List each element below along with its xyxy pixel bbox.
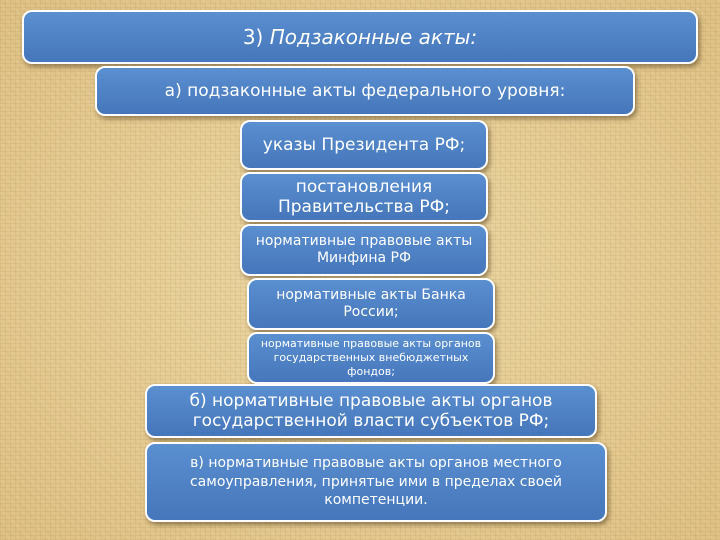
local-acts-box bbox=[145, 442, 607, 522]
extrabudgetary-funds-acts-box bbox=[247, 332, 495, 384]
presidential-decrees-label: указы Президента РФ; bbox=[262, 134, 466, 155]
title-box bbox=[22, 10, 698, 64]
central-bank-acts-label: нормативные акты Банка России; bbox=[276, 287, 466, 320]
extrabudgetary-funds-acts-label: нормативные правовые акты органов государственных внебюджетных фондов; bbox=[260, 336, 482, 379]
title-number: 3) bbox=[242, 25, 264, 49]
federal-level-label: а) подзаконные акты федерального уровня: bbox=[164, 80, 566, 101]
minfin-acts-label: нормативные правовые акты Минфина РФ bbox=[255, 233, 473, 266]
central-bank-acts-box bbox=[247, 278, 495, 330]
government-resolutions-box bbox=[240, 172, 488, 222]
federal-level-box bbox=[95, 66, 635, 116]
local-acts-label: в) нормативные правовые акты органов местного самоуправления, принятые ими в пределах своей компетенции. bbox=[189, 454, 563, 509]
presidential-decrees-box bbox=[240, 120, 488, 170]
government-resolutions-label: постановления Правительства РФ; bbox=[277, 176, 450, 217]
regional-acts-label: б) нормативные правовые акты органов государственной власти субъектов РФ; bbox=[189, 390, 553, 431]
regional-acts-box bbox=[145, 384, 597, 438]
minfin-acts-box bbox=[240, 224, 488, 276]
page-title: Подзаконные акты: bbox=[269, 25, 478, 49]
